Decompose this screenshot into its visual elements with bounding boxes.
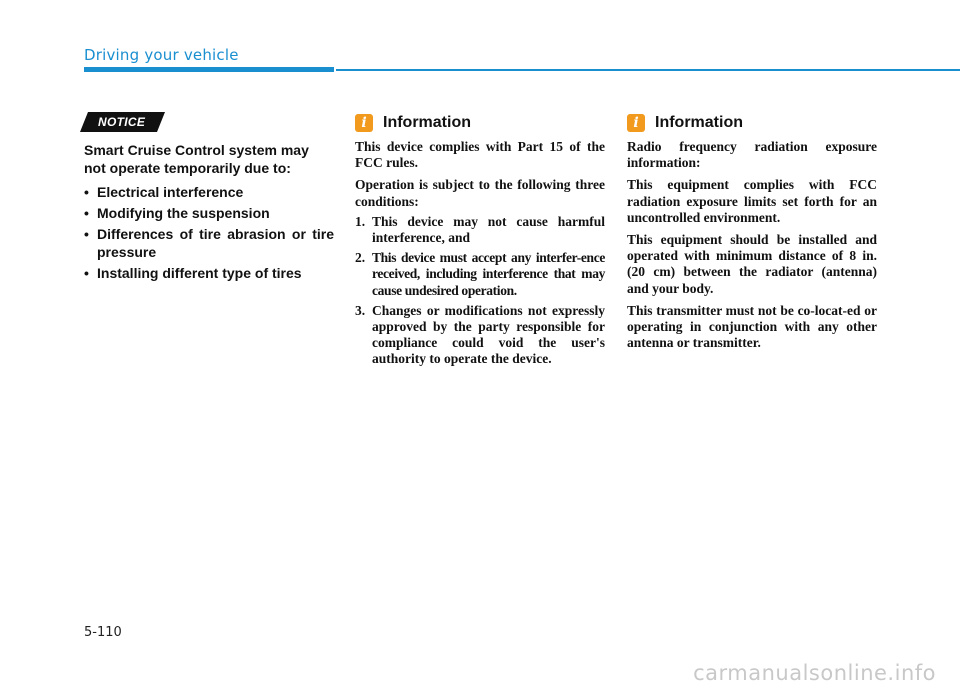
info-title: Information [655, 114, 743, 131]
conditions-list [355, 214, 605, 368]
list-number: 1. [355, 213, 366, 229]
list-number: 2. [355, 250, 366, 266]
list-item: • Installing different type of tires [84, 264, 334, 282]
info-paragraph: This device complies with Part 15 of the FCC rules. [355, 139, 605, 171]
notice-column [84, 112, 334, 285]
list-text: This device must accept any interfer-ence received, including interference that may cause undesired operation. [372, 250, 605, 298]
info-paragraph: This equipment complies with FCC radiation exposure limits set forth for an uncontrolled environment. [627, 177, 877, 225]
info-title: Information [383, 114, 471, 131]
list-text: This device may not cause harmful interference, and [372, 213, 605, 246]
list-item [355, 214, 605, 246]
info-paragraph: This equipment should be installed and operated with minimum distance of 8 in. (20 cm) between the radiator (antenna) and your body. [627, 232, 877, 296]
header-rule-thick [84, 67, 334, 72]
info-icon: i [627, 114, 645, 132]
info-paragraph: Operation is subject to the following three conditions: [355, 177, 605, 209]
info-icon: i [355, 114, 373, 132]
list-item [355, 250, 605, 299]
info-header [627, 112, 877, 134]
section-title: Driving your vehicle [84, 46, 239, 64]
info-paragraph: This transmitter must not be co-locat-ed or operating in conjunction with any other antenna or transmitter. [627, 302, 877, 351]
info-rf-column [627, 112, 877, 351]
notice-lead: Smart Cruise Control system may not operate temporarily due to: [84, 142, 309, 176]
list-item: • Modifying the suspension [84, 204, 334, 222]
notice-bullet-list [84, 183, 334, 282]
watermark: carmanualsonline.info [693, 661, 936, 685]
info-fcc-column [355, 112, 605, 372]
page-number: 5-110 [84, 625, 122, 640]
info-paragraph: Radio frequency radiation exposure information: [627, 139, 877, 171]
list-item [355, 303, 605, 368]
info-header [355, 112, 605, 134]
list-number: 3. [355, 302, 366, 318]
list-text: Changes or modifications not expressly approved by the party responsible for compliance could void the user's authority to operate the device. [372, 302, 605, 367]
header-rule-thin [336, 69, 960, 71]
notice-badge: NOTICE [88, 112, 157, 132]
list-item: • Differences of tire abrasion or tire pressure [84, 225, 334, 261]
list-item: • Electrical interference [84, 183, 334, 201]
